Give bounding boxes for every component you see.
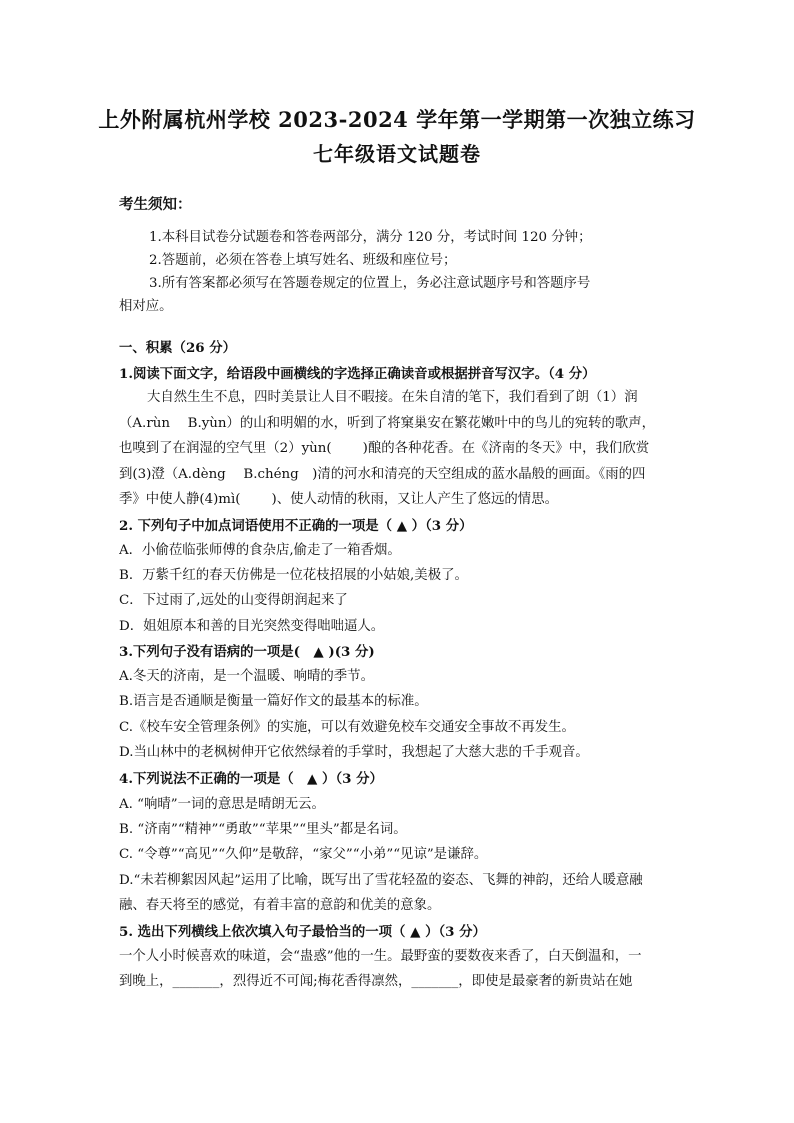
question-stem-2: 2. 下列句子中加点词语使用不正确的一项是（ ▲ ）（3 分）	[119, 518, 473, 534]
option-line: C. “令尊”“高见”“久仰”是敬辞，“家父”“小弟”“见谅”是谦辞。	[119, 847, 488, 862]
question-stem-5: 5. 选出下列横线上依次填入句子最恰当的一项（ ▲ ）（3 分）	[119, 924, 486, 940]
option-line: B.语言是否通顺是衡量一篇好作文的最基本的标准。	[119, 694, 428, 709]
option-line: D.当山林中的老枫树伸开它依然绿着的手掌时，我想起了大慈大悲的千手观音。	[119, 745, 589, 760]
passage-line: 大自然生生不息，四时美景让人目不暇接。在朱自清的笔下，我们看到了朗（1）润	[147, 390, 638, 405]
passage-line: 到晚上，_______，烈得近不可闻;梅花香得凛然，_______，即使是最豪奢的新贵站在她	[119, 974, 633, 989]
passage-line: 一个人小时候喜欢的味道，会“蛊惑”他的一生。最野蛮的要数夜来香了，白天倒温和，一	[119, 949, 642, 964]
question-stem-4: 4.下列说法不正确的一项是（ ▲ ）（3 分）	[119, 771, 383, 787]
exam-title: 上外附属杭州学校 2023-2024 学年第一学期第一次独立练习	[98, 107, 696, 132]
option-line: B. “济南”“精神”“勇敢”“苹果”“里头”都是名词。	[119, 822, 407, 837]
option-line: A．小偷莅临张师傅的食杂店,偷走了一箱香烟。	[119, 543, 401, 558]
option-line: 融、春天将至的感觉，有着丰富的意韵和优美的意象。	[119, 898, 441, 913]
passage-line: 到(3)澄（A.dèng B.chéng )清的河水和清亮的天空组成的蓝水晶般的画面。《雨的四	[119, 467, 646, 482]
option-line: C.《校车安全管理条例》的实施，可以有效避免校车交通安全事故不再发生。	[119, 720, 575, 735]
notice-item: 2.答题前，必须在答卷上填写姓名、班级和座位号；	[149, 253, 457, 268]
exam-subtitle: 七年级语文试题卷	[313, 142, 481, 166]
passage-line: 也嗅到了在润湿的空气里（2）yùn( )酿的各种花香。在《济南的冬天》中，我们欣赏	[119, 441, 650, 456]
question-stem-3: 3.下列句子没有语病的一项是( ▲ )(3 分)	[119, 644, 375, 660]
option-line: A.冬天的济南，是一个温暖、响晴的季节。	[119, 669, 374, 684]
question-stem-1: 1.阅读下面文字，给语段中画横线的字选择正确读音或根据拼音写汉字。（4 分）	[119, 366, 596, 382]
notice-item: 相对应。	[119, 299, 173, 314]
option-line: D.“未若柳絮因风起”运用了比喻，既写出了雪花轻盈的姿态、飞舞的神韵，还给人暖意融	[119, 873, 643, 888]
option-line: B．万紫千红的春天仿佛是一位花枝招展的小姑娘,美极了。	[119, 568, 468, 583]
passage-line: 季》中使人静(4)mì( )、使人动情的秋雨，又让人产生了悠远的情思。	[119, 492, 558, 507]
option-line: C．下过雨了,远处的山变得朗润起来了	[119, 593, 348, 608]
notice-item: 3.所有答案都必须写在答题卷规定的位置上，务必注意试题序号和答题序号	[149, 276, 591, 291]
passage-line: （A.rùn B.yùn）的山和明媚的水，听到了将窠巢安在繁花嫩叶中的鸟儿的宛转的歌声，	[119, 416, 656, 431]
option-line: D．姐姐原本和善的目光突然变得咄咄逼人。	[119, 619, 385, 634]
section-heading: 一、积累（26 分）	[119, 340, 237, 356]
notice-item: 1.本科目试卷分试题卷和答卷两部分，满分 120 分，考试时间 120 分钟；	[149, 230, 592, 245]
notice-heading: 考生须知：	[119, 196, 192, 213]
option-line: A. “响晴”一词的意思是晴朗无云。	[119, 797, 325, 812]
